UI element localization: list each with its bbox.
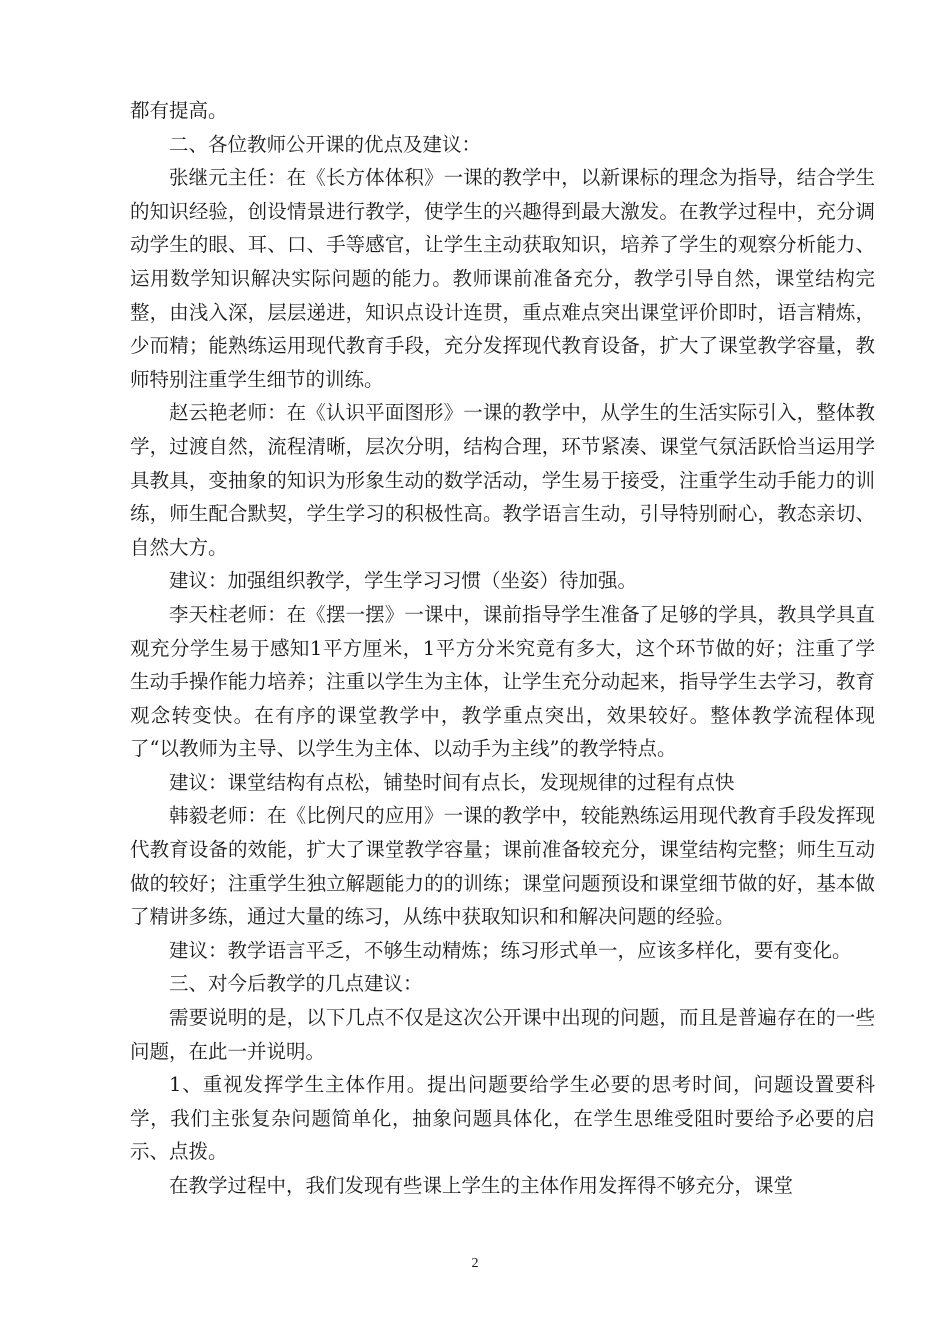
paragraph-point-1: 1、重视发挥学生主体作用。提出问题要给学生必要的思考时间，问题设置要科学，我们主张复杂问题简单化，抽象问题具体化，在学生思维受阻时要给予必要的启示、点拨。 bbox=[130, 1073, 875, 1164]
section-heading-2: 二、各位教师公开课的优点及建议： bbox=[169, 132, 482, 156]
paragraph-continuation: 都有提高。 bbox=[130, 99, 228, 122]
paragraph-han-yi: 韩毅老师：在《比例尺的应用》一课的教学中，较能熟练运用现代教育手段发挥现代教育设备的效能，扩大了课堂教学容量；课前准备较充分，课堂结构完整；师生互动做的较好；注重学生独立解题能力的的训练；课堂问题预设和课堂细节做的好，基本做了精讲多练，通过大量的练习，从练中获取知识和和解决问题的经验。 bbox=[130, 804, 875, 929]
paragraph-teaching-process: 在教学过程中，我们发现有些课上学生的主体作用发挥得不够充分，课堂 bbox=[169, 1174, 794, 1197]
suggestion-zhao-yunyan: 建议：加强组织教学，学生学习习惯（坐姿）待加强。 bbox=[169, 569, 638, 593]
suggestion-han-yi: 建议：教学语言平乏，不够生动精炼；练习形式单一，应该多样化，要有变化。 bbox=[169, 938, 852, 962]
section-heading-3: 三、对今后教学的几点建议： bbox=[169, 972, 423, 996]
page-number: 2 bbox=[471, 1256, 479, 1271]
paragraph-zhao-yunyan: 赵云艳老师：在《认识平面图形》一课的教学中，从学生的生活实际引入，整体教学，过渡自然，流程清晰，层次分明，结构合理，环节紧凑、课堂气氛活跃恰当运用学具教具，变抽象的知识为形象生动的数学活动，学生易于接受，注重学生动手能力的训练，师生配合默契，学生学习的积极性高。教学语言生动，引导特别耐心，教态亲切、自然大方。 bbox=[130, 401, 875, 559]
paragraph-note: 需要说明的是，以下几点不仅是这次公开课中出现的问题，而且是普遍存在的一些问题，在此一并说明。 bbox=[130, 1006, 875, 1063]
suggestion-li-tianzhu: 建议：课堂结构有点松，铺垫时间有点长，发现规律的过程有点快 bbox=[169, 770, 735, 794]
paragraph-zhang-jiyuan: 张继元主任：在《长方体体积》一课的教学中，以新课标的理念为指导，结合学生的知识经验，创设情景进行教学，使学生的兴趣得到最大激发。在教学过程中，充分调动学生的眼、耳、口、手等感官，让学生主动获取知识，培养了学生的观察分析能力、运用数学知识解决实际问题的能力。教师课前准备充分，教学引导自然，课堂结构完整，由浅入深，层层递进，知识点设计连贯，重点难点突出课堂评价即时，语言精炼，少而精；能熟练运用现代教育手段，充分发挥现代教育设备，扩大了课堂教学容量，教师特别注重学生细节的训练。 bbox=[130, 166, 875, 391]
paragraph-li-tianzhu: 李天柱老师：在《摆一摆》一课中，课前指导学生准备了足够的学具，教具学具直观充分学生易于感知1平方厘米，1平方分米究竟有多大，这个环节做的好；注重了学生动手操作能力培养；注重以学生为主体，让学生充分动起来，指导学生去学习，教育观念转变快。在有序的课堂教学中，教学重点突出，效果较好。整体教学流程体现了“以教师为主导、以学生为主体、以动手为主线”的教学特点。 bbox=[130, 602, 875, 761]
document-body bbox=[130, 94, 875, 1203]
